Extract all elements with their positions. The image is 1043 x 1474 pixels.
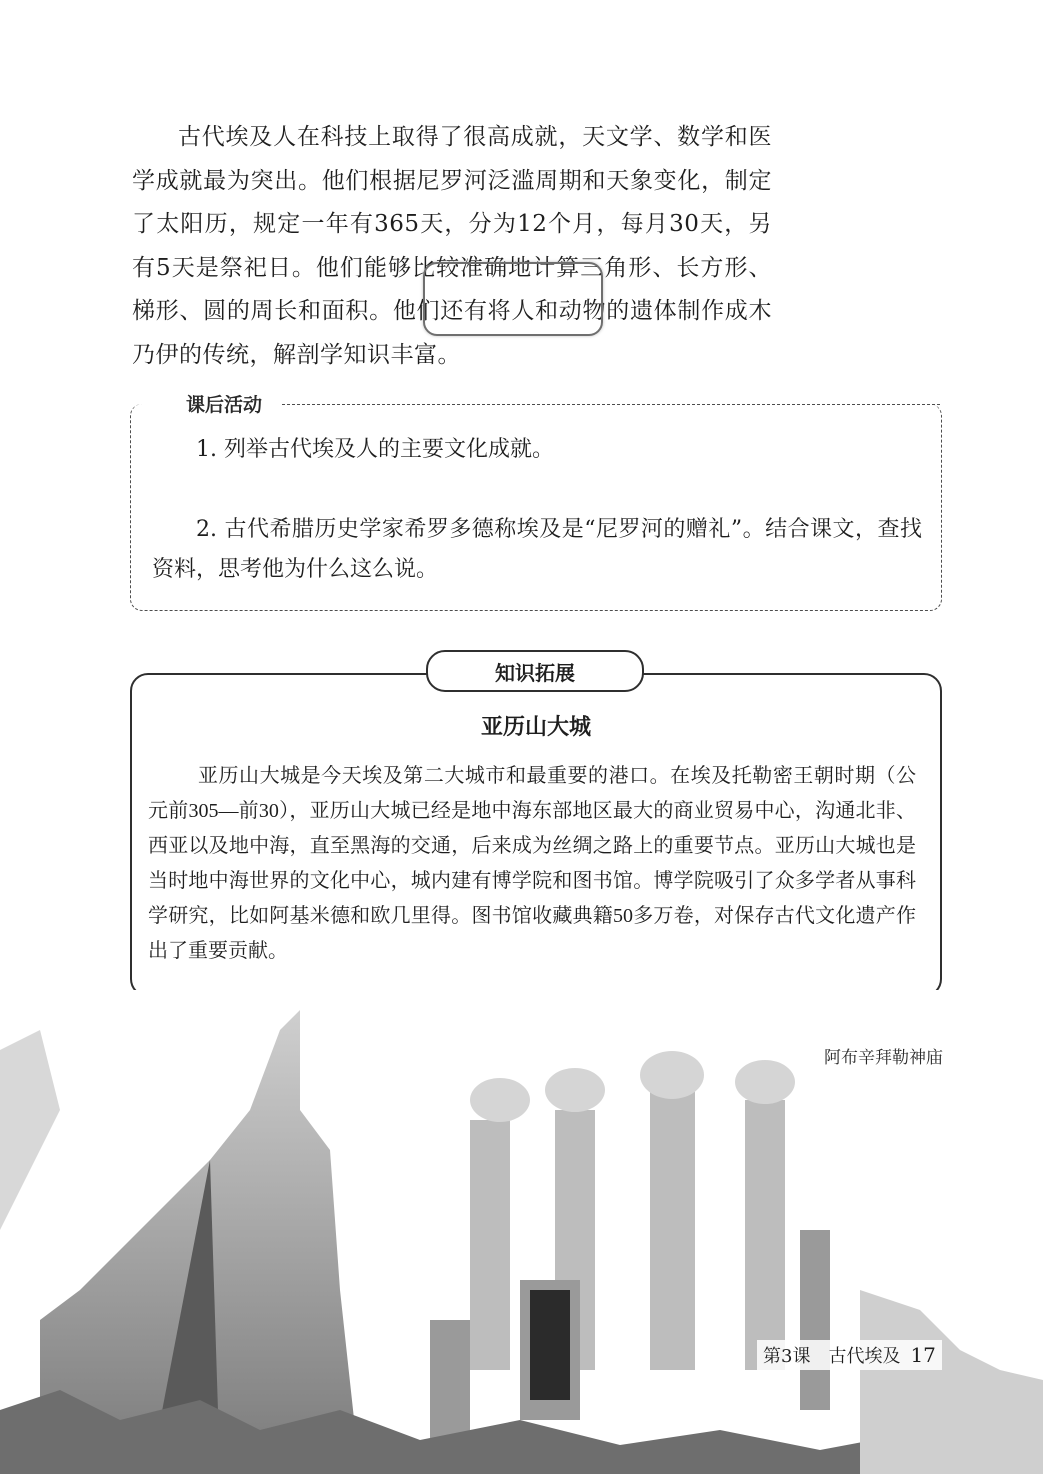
- activity-item-1: 1. 列举古代埃及人的主要文化成就。: [196, 437, 554, 462]
- highlight-box: [423, 262, 603, 336]
- extension-body: 亚历山大城是今天埃及第二大城市和最重要的港口。在埃及托勒密王朝时期（公元前305—前30），亚历山大城已经是地中海东部地区最大的商业贸易中心，沟通北非、西亚以及地中海，直至黑海的交通，后来成为丝绸之路上的重要节点。亚历山大城也是当时地中海世界的文化中心，城内建有博学院和图书馆。博学院吸引了众多学者从事科学研究，比如阿基米德和欧几里得。图书馆收藏典籍50多万卷，对保存古代文化遗产作出了重要贡献。: [148, 765, 916, 962]
- activity-item-2: 2. 古代希腊历史学家希罗多德称埃及是“尼罗河的赠礼”。结合课文，查找资料，思考他为什么这么说。: [152, 517, 922, 582]
- footer-lesson: 第3课 古代埃及: [763, 1346, 901, 1367]
- main-text: [132, 116, 772, 377]
- main-paragraph: 古代埃及人在科技上取得了很高成就，天文学、数学和医学成就最为突出。他们根据尼罗河泛滥周期和天象变化，制定了太阳历，规定一年有365天，分为12个月，每月30天，另有5天是祭祀日。他们能够比较准确地计算三角形、长方形、梯形、圆的周长和面积。他们还有将人和动物的遗体制作成木乃伊的传统，解剖学知识丰富。: [132, 124, 772, 368]
- extension-heading: 亚历山大城: [480, 715, 591, 740]
- page-footer: [757, 1340, 942, 1370]
- page-number: 17: [910, 1343, 936, 1367]
- activity-title: 课后活动: [180, 390, 268, 417]
- photo-caption: 阿布辛拜勒神庙: [824, 1048, 943, 1068]
- extension-tab: 知识拓展: [426, 650, 644, 692]
- activity-box-top-border: [282, 404, 940, 405]
